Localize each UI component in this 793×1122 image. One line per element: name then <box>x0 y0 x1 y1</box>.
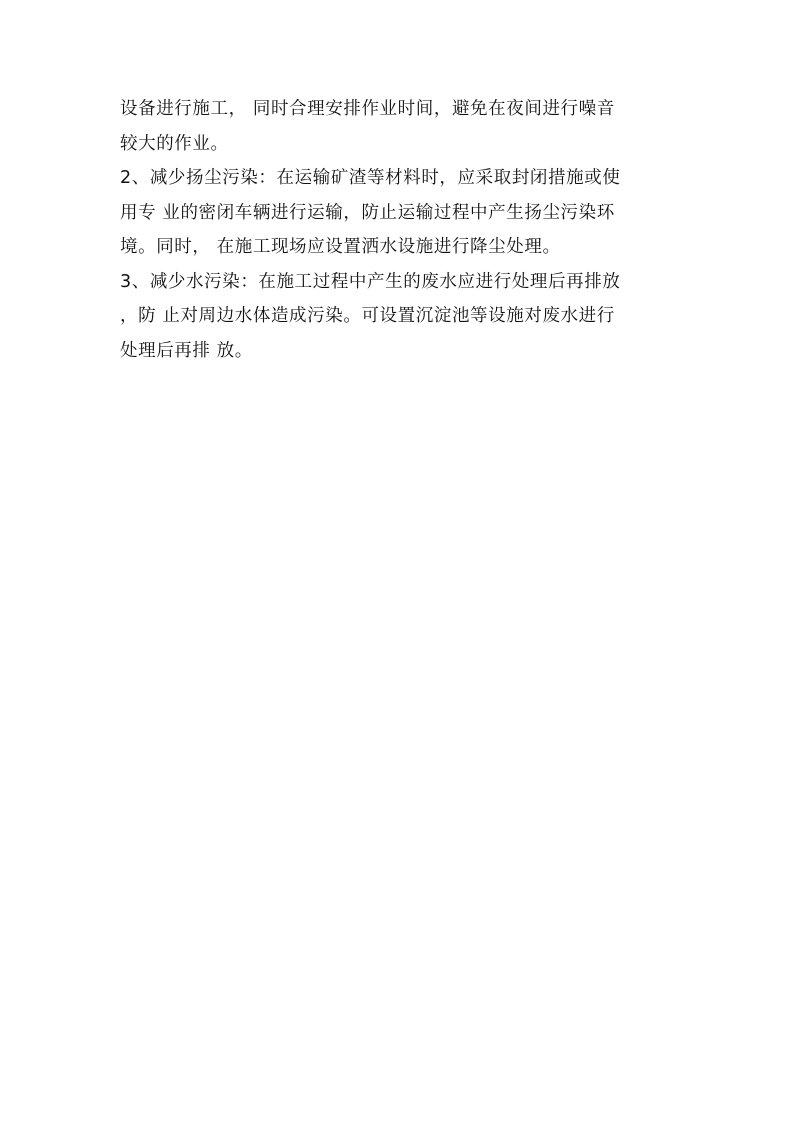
text-line: 用专 业的密闭车辆进行运输，防止运输过程中产生扬尘污染环 <box>120 202 615 223</box>
text-line: ，防 止对周边水体造成污染。可设置沉淀池等设施对废水进行 <box>120 306 615 326</box>
text-line: 设备进行施工， 同时合理安排作业时间，避免在夜间进行噪音 <box>120 99 615 119</box>
text-line: 较大的作业。 <box>120 133 229 154</box>
text-line: 3、减少水污染：在施工过程中产生的废水应进行处理后再排放 <box>120 271 621 292</box>
text-line: 处理后再排 放。 <box>120 340 253 361</box>
body-text <box>120 92 680 368</box>
text-line: 2、减少扬尘污染：在运输矿渣等材料时，应采取封闭措施或使 <box>120 168 621 188</box>
text-line: 境。同时， 在施工现场应设置洒水设施进行降尘处理。 <box>120 237 561 257</box>
